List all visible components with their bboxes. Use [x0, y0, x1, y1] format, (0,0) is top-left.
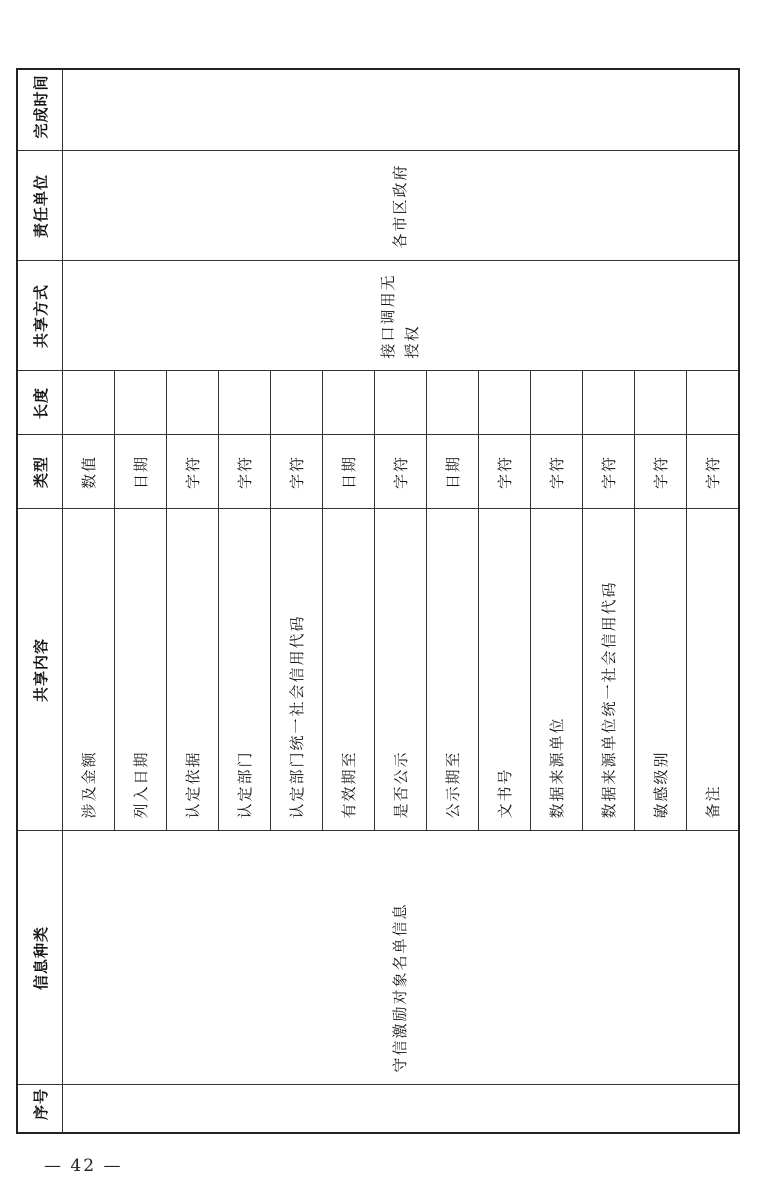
method-text: 接口调用无授权 [379, 273, 422, 359]
header-content: 共享内容 [17, 509, 63, 831]
cell-type: 字符 [479, 435, 531, 509]
cell-length [271, 371, 323, 435]
page-number: — 42 — [44, 1156, 123, 1176]
cell-type: 字符 [167, 435, 219, 509]
cell-content: 认定部门统一社会信用代码 [271, 509, 323, 831]
cell-length [323, 371, 375, 435]
cell-type: 字符 [271, 435, 323, 509]
category-text: 守信激励对象名单信息 [391, 902, 410, 1073]
cell-method [63, 261, 739, 371]
cell-content: 数据来源单位统一社会信用代码 [583, 509, 635, 831]
sharing-table [16, 68, 740, 1134]
cell-length [583, 371, 635, 435]
cell-type: 字符 [687, 435, 739, 509]
cell-content: 列入日期 [115, 509, 167, 831]
cell-content: 备注 [687, 509, 739, 831]
header-category: 信息种类 [17, 831, 63, 1085]
cell-category [63, 831, 739, 1085]
cell-type: 字符 [635, 435, 687, 509]
cell-content: 数据来源单位 [531, 509, 583, 831]
cell-time [63, 69, 739, 151]
cell-length [635, 371, 687, 435]
cell-length [219, 371, 271, 435]
rotated-table-page [16, 70, 739, 1134]
cell-content: 是否公示 [375, 509, 427, 831]
cell-content: 敏感级别 [635, 509, 687, 831]
cell-length [531, 371, 583, 435]
header-type: 类型 [17, 435, 63, 509]
cell-type: 字符 [219, 435, 271, 509]
cell-length [167, 371, 219, 435]
cell-type: 字符 [531, 435, 583, 509]
cell-type: 数值 [63, 435, 115, 509]
cell-type: 字符 [375, 435, 427, 509]
cell-unit [63, 151, 739, 261]
cell-content: 认定依据 [167, 509, 219, 831]
cell-content: 公示期至 [427, 509, 479, 831]
header-no: 序号 [17, 1085, 63, 1133]
cell-content: 涉及金额 [63, 509, 115, 831]
header-unit: 责任单位 [17, 151, 63, 261]
cell-content: 认定部门 [219, 509, 271, 831]
header-length: 长度 [17, 371, 63, 435]
cell-type: 日期 [323, 435, 375, 509]
table-header-row [17, 69, 63, 1133]
cell-type: 日期 [115, 435, 167, 509]
header-method: 共享方式 [17, 261, 63, 371]
header-time: 完成时间 [17, 69, 63, 151]
cell-length [375, 371, 427, 435]
cell-no [63, 1085, 739, 1133]
cell-length [115, 371, 167, 435]
table-row [63, 69, 115, 1133]
cell-length [479, 371, 531, 435]
unit-text: 各市区政府 [391, 163, 410, 249]
cell-length [687, 371, 739, 435]
cell-type: 字符 [583, 435, 635, 509]
cell-type: 日期 [427, 435, 479, 509]
cell-length [63, 371, 115, 435]
cell-content: 有效期至 [323, 509, 375, 831]
cell-content: 文书号 [479, 509, 531, 831]
cell-length [427, 371, 479, 435]
